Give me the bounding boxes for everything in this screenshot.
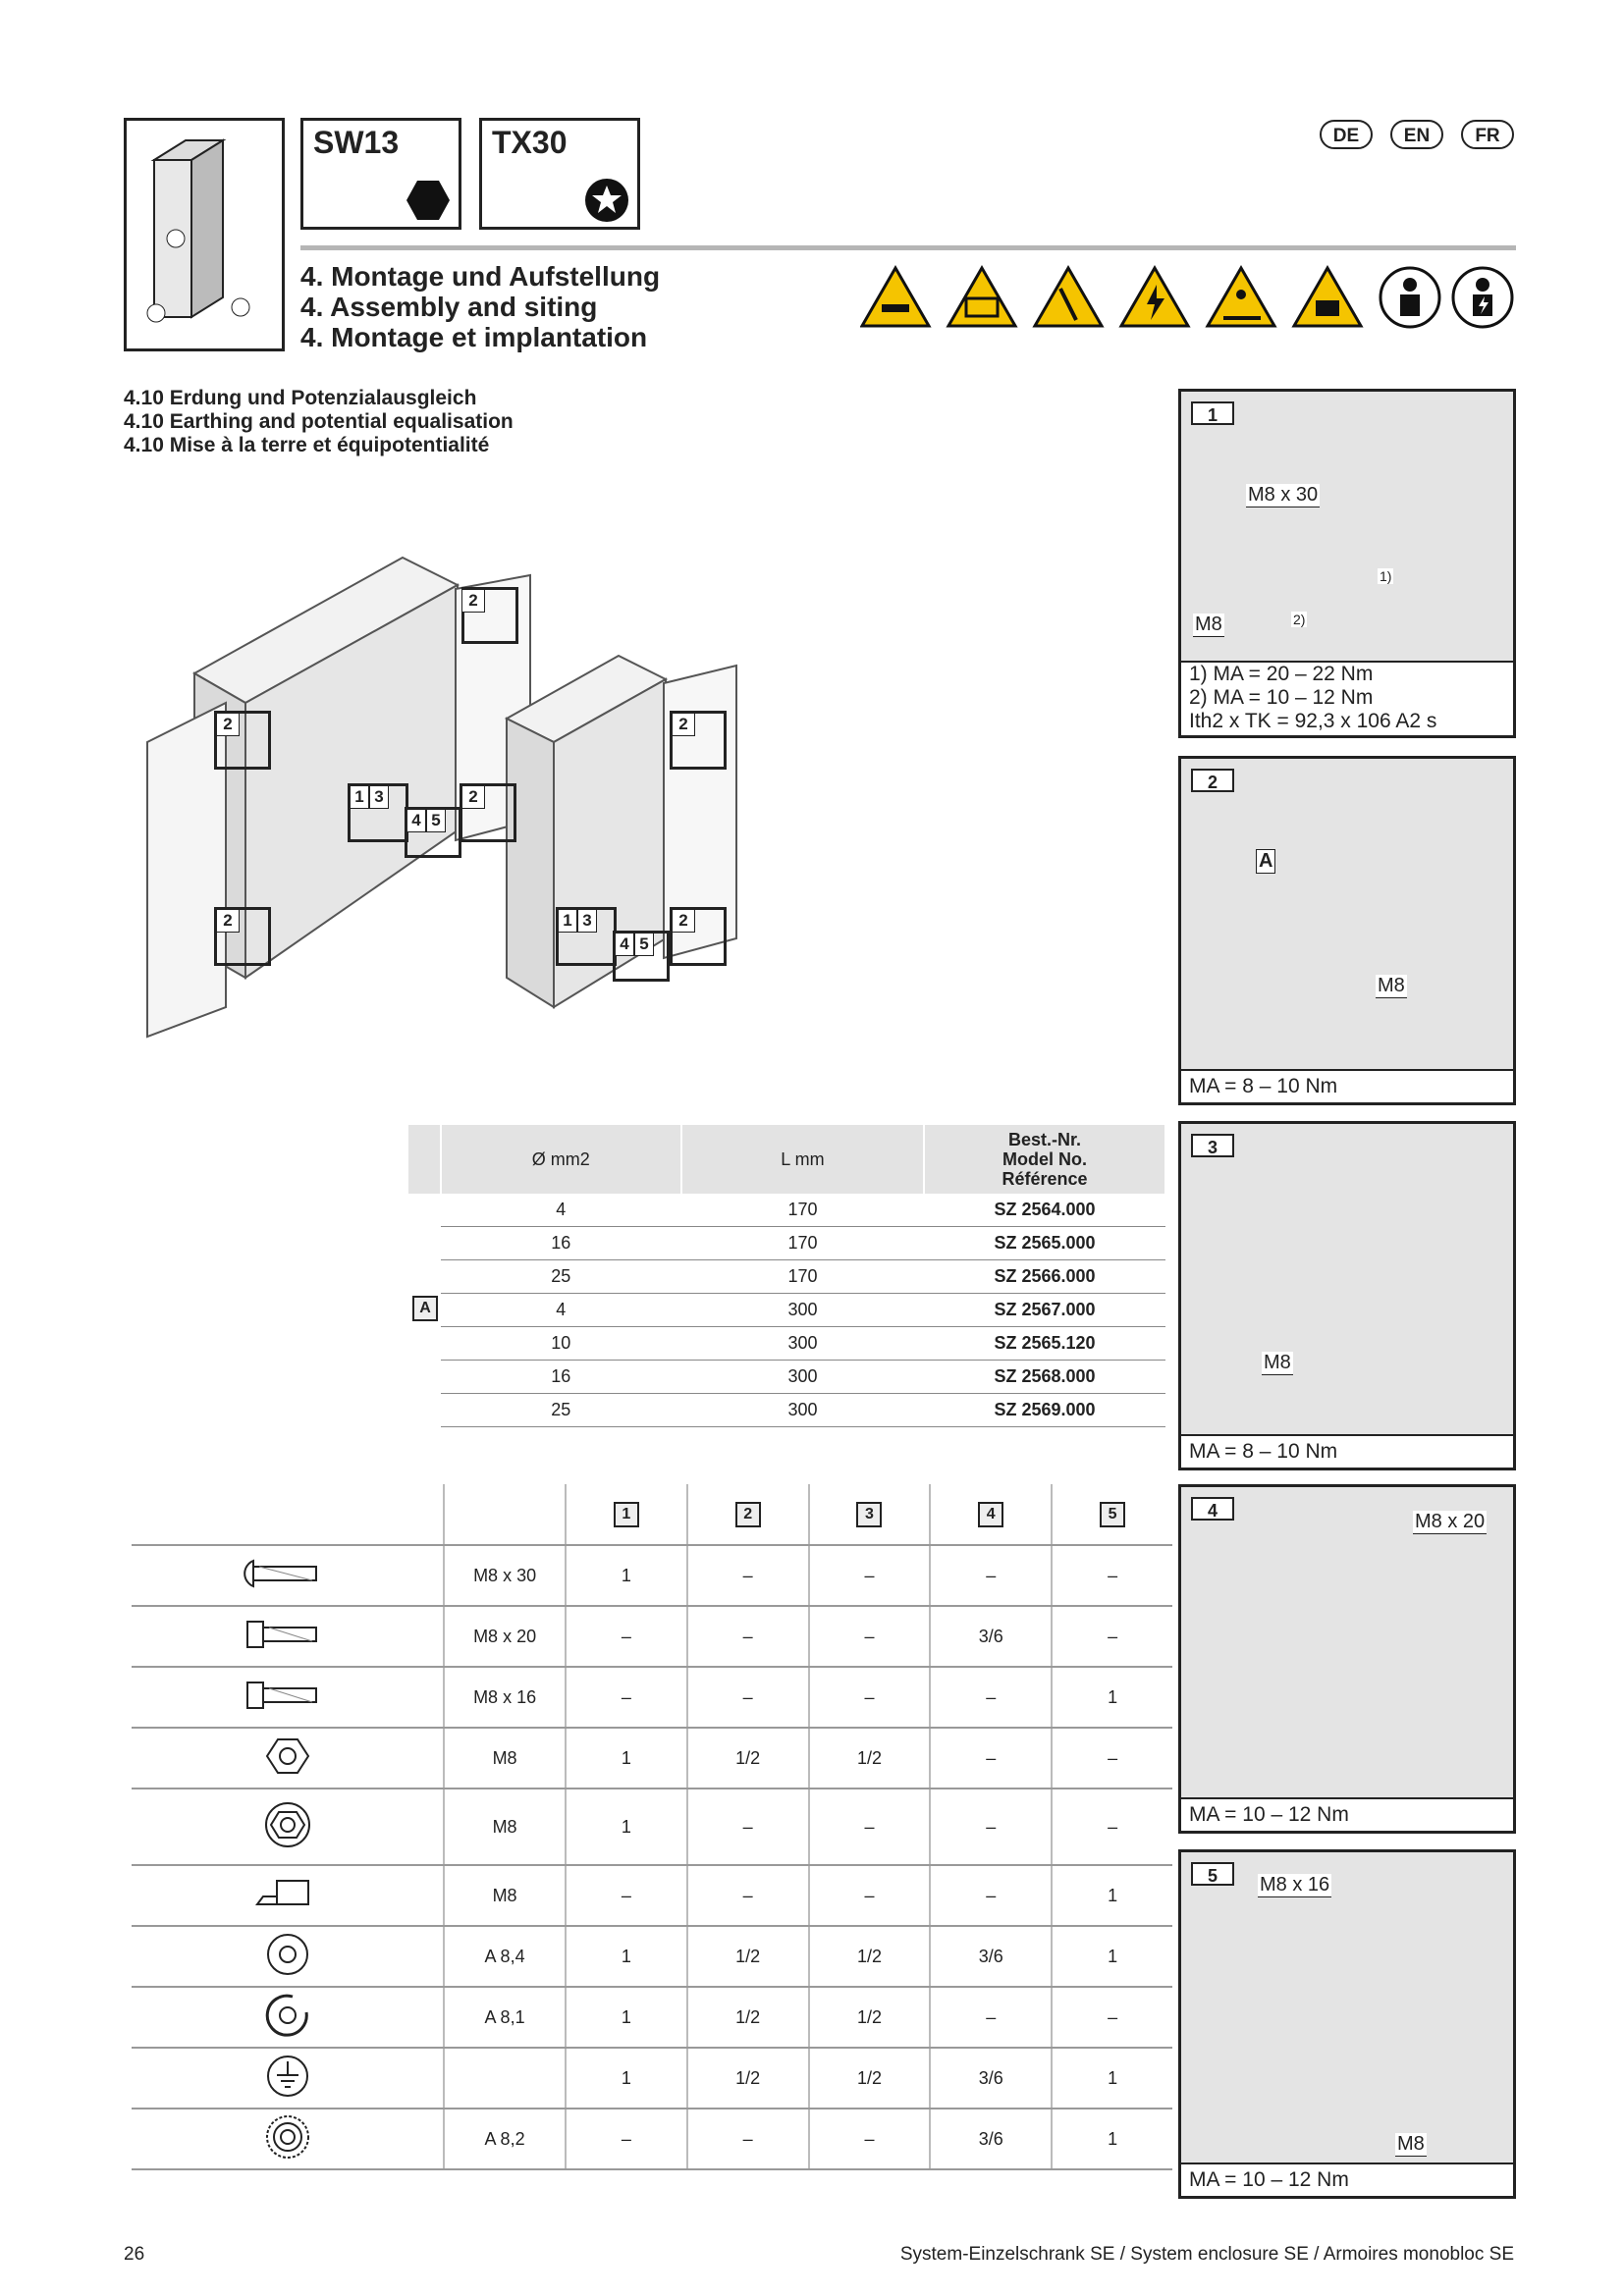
- callout-number: 3: [577, 909, 597, 933]
- cell-quantity: 1/2: [809, 2048, 931, 2109]
- detail-panel-5: [1178, 1849, 1516, 2199]
- torx-star-icon: [584, 178, 629, 223]
- cell-quantity: 1/2: [809, 1728, 931, 1789]
- hex-key-icon: [406, 178, 451, 223]
- cell-quantity: 1: [1052, 2048, 1172, 2109]
- header-step: 3: [809, 1484, 931, 1545]
- spring-washer-icon: [234, 2024, 342, 2044]
- cell-length: 170: [681, 1260, 924, 1294]
- tool-sw13: [300, 118, 461, 230]
- cell-quantity: –: [566, 2109, 687, 2169]
- detail-panel-3: [1178, 1121, 1516, 1470]
- cell-size: M8 x 16: [444, 1667, 566, 1728]
- footnote-1-mark: 1): [1380, 568, 1392, 584]
- cell-quantity: –: [809, 1667, 931, 1728]
- cell-part-icon: [132, 1865, 444, 1926]
- table-row: [132, 1987, 1172, 2048]
- header-rule: [300, 245, 1516, 250]
- torque-caption: MA = 10 – 12 Nm: [1189, 1803, 1349, 1826]
- earth-symbol-icon: [234, 2085, 342, 2105]
- cell-length: 300: [681, 1394, 924, 1427]
- electrical-warning-icon: [1121, 268, 1188, 326]
- cell-part-icon: [132, 1606, 444, 1667]
- torque-caption: MA = 10 – 12 Nm: [1189, 2168, 1349, 2191]
- table-row: [408, 1327, 1165, 1361]
- cell-quantity: –: [566, 1865, 687, 1926]
- callout-number: 4: [615, 933, 634, 956]
- cell-quantity: –: [930, 1728, 1052, 1789]
- cell-quantity: 1: [566, 1926, 687, 1987]
- panel-number: 5: [1191, 1862, 1234, 1886]
- header-size-column: [444, 1484, 566, 1545]
- header-step: 4: [930, 1484, 1052, 1545]
- slip-warning-icon: [1208, 268, 1274, 326]
- cell-diameter: 25: [441, 1260, 681, 1294]
- cell-quantity: 1/2: [687, 2048, 809, 2109]
- subsection-title-de: 4.10 Erdung und Potenzialausgleich: [124, 387, 477, 409]
- cell-quantity: –: [687, 2109, 809, 2169]
- subsection-title-fr: 4.10 Mise à la terre et équipotentialité: [124, 434, 490, 456]
- cell-diameter: 16: [441, 1361, 681, 1394]
- detail-panel-4: [1178, 1484, 1516, 1834]
- cell-quantity: 1: [566, 2048, 687, 2109]
- table-row: [132, 2109, 1172, 2169]
- cell-quantity: –: [687, 1606, 809, 1667]
- callout-number: 3: [369, 785, 389, 809]
- cell-quantity: –: [809, 1789, 931, 1865]
- torque-caption: 2) MA = 10 – 12 Nm: [1189, 686, 1374, 709]
- table-row: [132, 1606, 1172, 1667]
- cell-size: [444, 2048, 566, 2109]
- table-row: [408, 1394, 1165, 1427]
- cell-quantity: –: [809, 2109, 931, 2169]
- table-row: [408, 1260, 1165, 1294]
- screw-label: M8 x 16: [1260, 1874, 1330, 1896]
- machinery-warning-icon: [948, 268, 1015, 326]
- row-spacer: [408, 1327, 441, 1361]
- cell-quantity: –: [930, 1545, 1052, 1606]
- detail-illustration: [1181, 1852, 1513, 2164]
- cell-size: A 8,4: [444, 1926, 566, 1987]
- nut-label: M8: [1195, 614, 1222, 635]
- section-title-de: 4. Montage und Aufstellung: [300, 261, 661, 292]
- cell-quantity: 1: [1052, 2109, 1172, 2169]
- detail-illustration: [1181, 1124, 1513, 1436]
- round-head-screw-icon: [234, 1582, 342, 1602]
- cell-quantity: 1: [566, 1987, 687, 2048]
- cell-quantity: –: [1052, 1545, 1172, 1606]
- cell-quantity: –: [809, 1545, 931, 1606]
- callout-number: 4: [406, 809, 426, 832]
- cell-length: 170: [681, 1227, 924, 1260]
- table-row: [132, 1789, 1172, 1865]
- cell-size: M8: [444, 1789, 566, 1865]
- footer-title: System-Einzelschrank SE / System enclosure SE / Armoires monobloc SE: [899, 2244, 1514, 2265]
- cell-quantity: –: [566, 1667, 687, 1728]
- cell-quantity: 1: [1052, 1865, 1172, 1926]
- cell-quantity: 1/2: [809, 1926, 931, 1987]
- detail-illustration: [1181, 759, 1513, 1071]
- header-spacer: [408, 1125, 441, 1194]
- callout-number: 2: [672, 713, 695, 736]
- table-row: [132, 1545, 1172, 1606]
- washer-icon: [234, 1963, 342, 1983]
- hand-crush-warning-icon: [862, 268, 929, 326]
- nut-label: M8: [1264, 1352, 1291, 1373]
- row-spacer: [408, 1194, 441, 1227]
- cell-quantity: –: [930, 1667, 1052, 1728]
- table-row: [408, 1361, 1165, 1394]
- torque-caption: MA = 8 – 10 Nm: [1189, 1440, 1338, 1463]
- header-diameter: Ø mm2: [441, 1125, 681, 1194]
- cell-part-icon: [132, 1728, 444, 1789]
- panel-number: 2: [1191, 769, 1234, 792]
- cell-size: A 8,1: [444, 1987, 566, 2048]
- cell-part-icon: [132, 1987, 444, 2048]
- cell-model-no: SZ 2567.000: [924, 1294, 1165, 1327]
- callout-number: 2: [216, 909, 240, 933]
- cell-diameter: 25: [441, 1394, 681, 1427]
- cylinder-head-screw-icon: [234, 1643, 342, 1663]
- cylinder-head-screw-icon: [234, 1704, 342, 1724]
- cell-quantity: 1: [1052, 1667, 1172, 1728]
- language-badge-fr[interactable]: FR: [1461, 120, 1514, 149]
- callout-number: 2: [672, 909, 695, 933]
- tool-label: TX30: [492, 125, 568, 160]
- tool-tx30: [479, 118, 640, 230]
- cell-size: M8 x 30: [444, 1545, 566, 1606]
- electrician-instruction-icon: [1453, 268, 1512, 327]
- cell-quantity: –: [930, 1865, 1052, 1926]
- table-row: [408, 1194, 1165, 1227]
- screw-label: M8 x 30: [1248, 484, 1319, 506]
- cell-quantity: –: [1052, 1728, 1172, 1789]
- section-title: [300, 261, 660, 352]
- header-model-no: Best.-Nr. Model No. Référence: [924, 1125, 1165, 1194]
- row-spacer: [408, 1227, 441, 1260]
- cell-model-no: SZ 2569.000: [924, 1394, 1165, 1427]
- row-spacer: [408, 1260, 441, 1294]
- cell-quantity: 1: [1052, 1926, 1172, 1987]
- cell-quantity: 1/2: [687, 1987, 809, 2048]
- callout-number: 5: [426, 809, 446, 832]
- table-row: [132, 1926, 1172, 1987]
- cell-diameter: 10: [441, 1327, 681, 1361]
- section-title-en: 4. Assembly and siting: [300, 292, 598, 322]
- cage-nut-icon: [234, 1902, 342, 1922]
- table-row: [132, 2048, 1172, 2109]
- flange-nut-icon: [234, 1834, 342, 1853]
- cell-size: M8: [444, 1728, 566, 1789]
- torque-caption: MA = 8 – 10 Nm: [1189, 1075, 1338, 1097]
- cell-part-icon: [132, 1667, 444, 1728]
- cell-quantity: 3/6: [930, 1606, 1052, 1667]
- enclosure-icon: [127, 121, 282, 348]
- cell-quantity: 1: [566, 1545, 687, 1606]
- cell-length: 170: [681, 1194, 924, 1227]
- cell-quantity: –: [930, 1789, 1052, 1865]
- cell-quantity: 1/2: [687, 1728, 809, 1789]
- cell-length: 300: [681, 1327, 924, 1361]
- callout-number: 2: [461, 785, 485, 809]
- cell-size: M8 x 20: [444, 1606, 566, 1667]
- screw-label: M8 x 20: [1415, 1511, 1486, 1532]
- warning-icons: [860, 265, 1518, 330]
- subsection-title-en: 4.10 Earthing and potential equalisation: [124, 410, 514, 433]
- cell-diameter: 16: [441, 1227, 681, 1260]
- hex-nut-icon: [234, 1765, 342, 1785]
- header-icon-column: [132, 1484, 444, 1545]
- cable-label: A: [1256, 849, 1275, 874]
- panel-number: 3: [1191, 1134, 1234, 1157]
- header-step: 1: [566, 1484, 687, 1545]
- cell-part-icon: [132, 2109, 444, 2169]
- cell-model-no: SZ 2566.000: [924, 1260, 1165, 1294]
- table-row: [408, 1227, 1165, 1260]
- header-length: L mm: [681, 1125, 924, 1194]
- table-row: [408, 1294, 1165, 1327]
- cell-quantity: –: [930, 1987, 1052, 2048]
- cell-quantity: –: [809, 1865, 931, 1926]
- earthing-cable-table: [408, 1125, 1166, 1427]
- cell-part-icon: [132, 1545, 444, 1606]
- table-header-row: [132, 1484, 1172, 1545]
- cell-length: 300: [681, 1361, 924, 1394]
- nut-label: M8: [1397, 2133, 1425, 2155]
- callout-number: 2: [461, 589, 485, 613]
- cell-quantity: 1: [566, 1728, 687, 1789]
- row-spacer: [408, 1394, 441, 1427]
- cable-row-label-a: A: [412, 1296, 438, 1321]
- cell-diameter: 4: [441, 1294, 681, 1327]
- cell-quantity: 3/6: [930, 2048, 1052, 2109]
- cell-quantity: 3/6: [930, 1926, 1052, 1987]
- table-row: [132, 1728, 1172, 1789]
- language-badge-de[interactable]: DE: [1320, 120, 1373, 149]
- detail-illustration: [1181, 392, 1513, 663]
- parts-quantity-table: [132, 1484, 1172, 2170]
- row-spacer: [408, 1361, 441, 1394]
- cell-quantity: 3/6: [930, 2109, 1052, 2169]
- footnote-2-mark: 2): [1293, 612, 1306, 627]
- person-instruction-icon: [1380, 268, 1439, 327]
- cell-quantity: 1/2: [809, 1987, 931, 2048]
- current-rating-caption: Ith2 x TK = 92,3 x 106 A2 s: [1189, 710, 1437, 732]
- cell-quantity: –: [1052, 1789, 1172, 1865]
- callout-number: 1: [558, 909, 577, 933]
- cell-quantity: –: [1052, 1987, 1172, 2048]
- cell-length: 300: [681, 1294, 924, 1327]
- cell-quantity: –: [687, 1667, 809, 1728]
- cell-quantity: –: [687, 1865, 809, 1926]
- cell-size: A 8,2: [444, 2109, 566, 2169]
- cell-quantity: –: [687, 1789, 809, 1865]
- header-step: 2: [687, 1484, 809, 1545]
- cell-model-no: SZ 2565.120: [924, 1327, 1165, 1361]
- table-row: [132, 1667, 1172, 1728]
- callout-number: 5: [634, 933, 654, 956]
- panel-number: 4: [1191, 1497, 1234, 1521]
- cell-quantity: –: [687, 1545, 809, 1606]
- language-badge-en[interactable]: EN: [1390, 120, 1443, 149]
- table-header-row: [408, 1125, 1165, 1194]
- cell-part-icon: [132, 1789, 444, 1865]
- section-title-fr: 4. Montage et implantation: [300, 322, 648, 352]
- page-number: 26: [124, 2244, 145, 2265]
- cell-model-no: SZ 2564.000: [924, 1194, 1165, 1227]
- heavy-load-warning-icon: [1294, 268, 1361, 326]
- cell-quantity: 1/2: [687, 1926, 809, 1987]
- serrated-washer-icon: [234, 2146, 342, 2165]
- cell-quantity: –: [809, 1606, 931, 1667]
- callout-number: 2: [216, 713, 240, 736]
- cell-quantity: 1: [566, 1789, 687, 1865]
- enclosure-thumbnail: [124, 118, 285, 351]
- cell-quantity: –: [566, 1606, 687, 1667]
- cell-part-icon: [132, 2048, 444, 2109]
- torque-caption: 1) MA = 20 – 22 Nm: [1189, 663, 1374, 685]
- cell-part-icon: [132, 1926, 444, 1987]
- cell-size: M8: [444, 1865, 566, 1926]
- tool-label: SW13: [313, 125, 400, 160]
- cell-model-no: SZ 2565.000: [924, 1227, 1165, 1260]
- panel-number: 1: [1191, 401, 1234, 425]
- cell-quantity: –: [1052, 1606, 1172, 1667]
- cell-diameter: 4: [441, 1194, 681, 1227]
- detail-panel-1: [1178, 389, 1516, 738]
- header-step: 5: [1052, 1484, 1172, 1545]
- table-row: [132, 1865, 1172, 1926]
- cell-model-no: SZ 2568.000: [924, 1361, 1165, 1394]
- callout-number: 1: [350, 785, 369, 809]
- falling-object-warning-icon: [1035, 268, 1102, 326]
- nut-label: M8: [1378, 975, 1405, 996]
- detail-panel-2: [1178, 756, 1516, 1105]
- subsection-title: [124, 387, 514, 457]
